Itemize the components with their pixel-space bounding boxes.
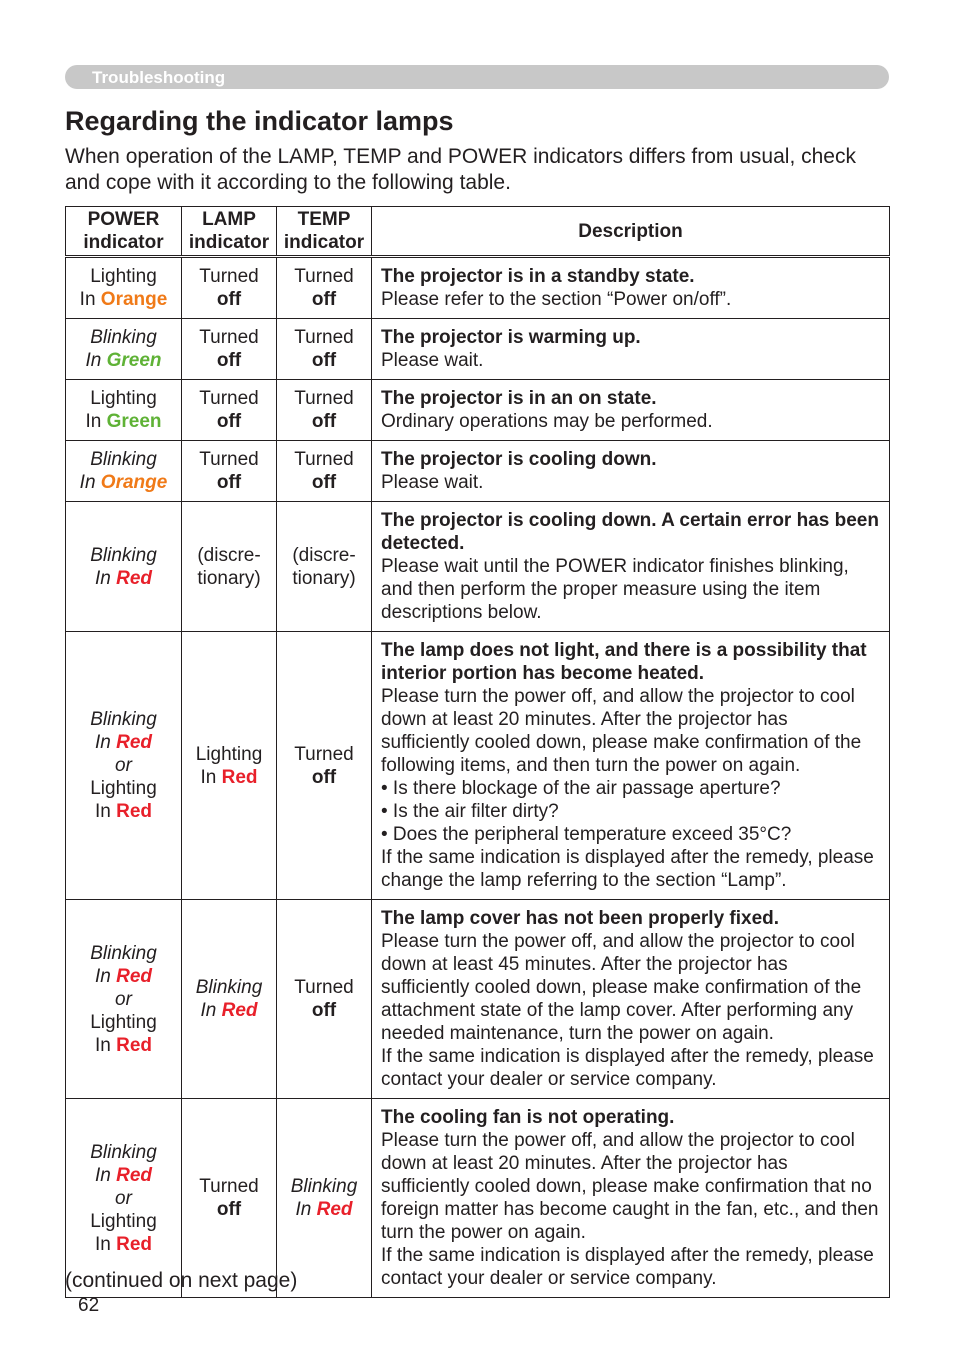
status-color-orange: Orange (100, 472, 168, 493)
status-text: Blinking (90, 942, 157, 964)
header-description: Description (372, 207, 890, 257)
status-color-red: Red (221, 1000, 258, 1021)
status-text: Blinking (290, 1176, 358, 1197)
status-color-red: Red (221, 766, 258, 788)
power-status-line (68, 349, 179, 372)
status-color-green: Green (106, 411, 162, 432)
section-header-bar (65, 65, 889, 89)
power-status-line (68, 410, 179, 433)
lamp-status-line (184, 743, 274, 766)
table-row (66, 319, 890, 380)
status-text: Turned (199, 266, 259, 287)
status-prefix: In (200, 1000, 222, 1021)
temp-indicator-cell (277, 632, 372, 900)
lamp-indicator-cell (182, 632, 277, 900)
temp-status-line (279, 471, 369, 494)
description-text: Please wait until the POWER indicator finishes blinking, and then perform the proper measure using the item descriptions below. (381, 556, 849, 623)
status-prefix: In (200, 766, 222, 788)
power-indicator-cell (66, 257, 182, 319)
temp-status-line (279, 743, 369, 766)
status-text: off (216, 1199, 242, 1220)
status-text: off (311, 1000, 337, 1021)
temp-indicator-cell (277, 319, 372, 380)
status-color-red: Red (316, 1199, 353, 1220)
description-text: • Is the air filter dirty? (381, 801, 559, 822)
description-title: The projector is cooling down. A certain error has been detected. (381, 510, 879, 554)
description-title: The projector is warming up. (381, 327, 641, 348)
power-indicator-cell (66, 319, 182, 380)
temp-status-line (279, 999, 369, 1022)
status-text: Lighting (90, 1210, 157, 1232)
status-text: off (311, 350, 337, 371)
description-title: The projector is in a standby state. (381, 266, 695, 287)
lamp-status-line (184, 471, 274, 494)
status-text: Turned (199, 388, 259, 409)
table-row (66, 441, 890, 502)
temp-status-line (279, 766, 369, 789)
power-indicator-cell (66, 632, 182, 900)
status-text: Lighting (90, 266, 157, 287)
temp-status-line (279, 567, 369, 590)
power-status-line (68, 754, 179, 777)
power-status-line (68, 288, 179, 311)
intro-paragraph: When operation of the LAMP, TEMP and POWER indicators differs from usual, check and cope with it according to the following table. (65, 145, 856, 194)
power-status-line (68, 777, 179, 800)
status-text: or (115, 1187, 132, 1209)
power-status-line (68, 965, 179, 988)
temp-status-line (279, 326, 369, 349)
description-text: Please wait. (381, 350, 484, 371)
status-prefix: In (94, 732, 117, 753)
power-status-line (68, 1187, 179, 1210)
table-body (66, 257, 890, 1298)
lamp-status-line (184, 387, 274, 410)
power-status-line (68, 1210, 179, 1233)
status-text: Turned (294, 449, 354, 470)
continued-note: (continued on next page) (65, 1269, 298, 1292)
table-row (66, 502, 890, 632)
description-cell (372, 900, 890, 1099)
power-indicator-cell (66, 900, 182, 1099)
description-title: The projector is in an on state. (381, 388, 657, 409)
temp-status-line (279, 349, 369, 372)
status-text: Blinking (195, 977, 263, 998)
power-status-line (68, 800, 179, 823)
description-text: • Is there blockage of the air passage aperture? (381, 778, 781, 799)
description-text: Please wait. (381, 472, 484, 493)
power-indicator-cell (66, 380, 182, 441)
temp-status-line (279, 1175, 369, 1198)
status-text: off (311, 472, 337, 493)
status-text: Lighting (90, 778, 157, 799)
power-indicator-cell (66, 502, 182, 632)
status-prefix: In (79, 289, 101, 310)
table-row (66, 1099, 890, 1298)
lamp-indicator-cell (182, 257, 277, 319)
power-status-line (68, 567, 179, 590)
status-color-red: Red (116, 1233, 153, 1255)
description-title: The lamp does not light, and there is a possibility that interior portion has become heated. (381, 640, 867, 684)
page-title: Regarding the indicator lamps (65, 106, 454, 136)
status-color-green: Green (106, 350, 162, 371)
description-text: • Does the peripheral temperature exceed 35°C? (381, 824, 792, 845)
lamp-status-line (184, 544, 274, 567)
lamp-status-line (184, 1175, 274, 1198)
power-status-line (68, 988, 179, 1011)
status-text: Turned (294, 743, 354, 765)
lamp-status-line (184, 265, 274, 288)
status-prefix: In (94, 965, 117, 987)
status-text: tionary) (197, 567, 261, 589)
description-title: The cooling fan is not operating. (381, 1107, 675, 1128)
lamp-status-line (184, 976, 274, 999)
indicator-table (65, 206, 890, 1298)
lamp-indicator-cell (182, 441, 277, 502)
power-status-line (68, 1011, 179, 1034)
status-text: off (216, 411, 242, 432)
lamp-indicator-cell (182, 502, 277, 632)
power-indicator-cell (66, 1099, 182, 1298)
description-cell (372, 502, 890, 632)
description-cell (372, 380, 890, 441)
status-prefix: In (94, 567, 117, 589)
status-text: (discre- (292, 544, 356, 566)
power-status-line (68, 1034, 179, 1057)
section-label: Troubleshooting (92, 68, 226, 87)
power-status-line (68, 471, 179, 494)
description-title: The projector is cooling down. (381, 449, 657, 470)
description-text: Please turn the power off, and allow the projector to cool down at least 20 minutes. After the projector has sufficiently cooled down, please make confirmation of the following items, and then turn the power on again. (381, 686, 862, 776)
power-status-line (68, 1233, 179, 1256)
status-text: Blinking (90, 544, 157, 566)
description-cell (372, 1099, 890, 1298)
table-header-row (66, 207, 890, 257)
status-prefix: In (85, 350, 107, 371)
status-text: Turned (199, 327, 259, 348)
status-text: Blinking (90, 327, 157, 348)
power-status-line (68, 731, 179, 754)
lamp-indicator-cell (182, 319, 277, 380)
page-number: 62 (78, 1295, 100, 1316)
description-text: Ordinary operations may be performed. (381, 411, 713, 432)
status-text: Blinking (90, 449, 157, 470)
status-prefix: In (79, 472, 101, 493)
temp-indicator-cell (277, 900, 372, 1099)
status-text: off (311, 411, 337, 432)
lamp-indicator-cell (182, 900, 277, 1099)
status-prefix: In (94, 1164, 117, 1186)
temp-status-line (279, 544, 369, 567)
status-color-red: Red (116, 732, 153, 753)
description-cell (372, 632, 890, 900)
status-color-red: Red (116, 965, 153, 987)
temp-indicator-cell (277, 380, 372, 441)
power-status-line (68, 544, 179, 567)
temp-status-line (279, 288, 369, 311)
table-row (66, 257, 890, 319)
power-status-line (68, 265, 179, 288)
header-temp: TEMP indicator (277, 207, 372, 257)
power-status-line (68, 448, 179, 471)
status-text: Turned (294, 977, 354, 998)
temp-indicator-cell (277, 1099, 372, 1298)
description-cell (372, 319, 890, 380)
status-text: off (216, 350, 242, 371)
lamp-status-line (184, 999, 274, 1022)
status-text: or (115, 755, 132, 776)
lamp-status-line (184, 326, 274, 349)
lamp-status-line (184, 567, 274, 590)
lamp-status-line (184, 410, 274, 433)
lamp-indicator-cell (182, 1099, 277, 1298)
status-text: Lighting (195, 743, 263, 765)
header-lamp: LAMP indicator (182, 207, 277, 257)
power-status-line (68, 326, 179, 349)
status-color-red: Red (116, 567, 153, 589)
power-status-line (68, 1141, 179, 1164)
status-color-orange: Orange (100, 289, 168, 310)
description-cell (372, 257, 890, 319)
status-text: off (216, 472, 242, 493)
status-text: Turned (294, 327, 354, 348)
status-color-red: Red (116, 801, 153, 822)
power-status-line (68, 708, 179, 731)
temp-status-line (279, 976, 369, 999)
status-text: Turned (294, 266, 354, 287)
lamp-status-line (184, 448, 274, 471)
power-indicator-cell (66, 441, 182, 502)
description-text: Please refer to the section “Power on/off”. (381, 289, 732, 310)
power-status-line (68, 942, 179, 965)
status-text: tionary) (292, 567, 356, 589)
status-text: off (311, 766, 337, 788)
lamp-status-line (184, 1198, 274, 1221)
status-text: Blinking (90, 1141, 157, 1163)
status-text: off (216, 289, 242, 310)
status-color-red: Red (116, 1034, 153, 1056)
temp-indicator-cell (277, 441, 372, 502)
status-text: Turned (294, 388, 354, 409)
lamp-status-line (184, 766, 274, 789)
temp-status-line (279, 265, 369, 288)
status-text: off (311, 289, 337, 310)
temp-status-line (279, 410, 369, 433)
power-status-line (68, 1164, 179, 1187)
lamp-status-line (184, 288, 274, 311)
description-text: Please turn the power off, and allow the projector to cool down at least 45 minutes. After the projector has sufficiently cooled down, please make confirmation of the attachment state of the lamp cover. After performing any needed maintenance, turn the power on again. (381, 931, 862, 1044)
description-text: If the same indication is displayed after the remedy, please contact your dealer or service company. (381, 1245, 874, 1289)
temp-indicator-cell (277, 502, 372, 632)
temp-status-line (279, 448, 369, 471)
table-row (66, 900, 890, 1099)
status-text: Turned (199, 449, 259, 470)
status-text: (discre- (197, 544, 261, 566)
description-title: The lamp cover has not been properly fixed. (381, 908, 780, 929)
description-text: If the same indication is displayed after the remedy, please contact your dealer or service company. (381, 1046, 874, 1090)
status-text: or (115, 988, 132, 1010)
description-text: If the same indication is displayed after the remedy, please change the lamp referring to the section “Lamp”. (381, 847, 874, 891)
status-text: Lighting (90, 388, 157, 409)
status-prefix: In (94, 1034, 117, 1056)
lamp-status-line (184, 349, 274, 372)
temp-indicator-cell (277, 257, 372, 319)
status-prefix: In (94, 1233, 117, 1255)
status-prefix: In (94, 801, 117, 822)
lamp-indicator-cell (182, 380, 277, 441)
status-text: Blinking (90, 709, 157, 730)
temp-status-line (279, 387, 369, 410)
power-status-line (68, 387, 179, 410)
status-prefix: In (295, 1199, 317, 1220)
header-power: POWER indicator (66, 207, 182, 257)
description-text: Please turn the power off, and allow the projector to cool down at least 20 minutes. After the projector has sufficiently cooled down, please make confirmation that no foreign matter has become caught in the fan, etc., and then turn the power on again. (381, 1130, 879, 1243)
status-color-red: Red (116, 1164, 153, 1186)
table-row (66, 380, 890, 441)
temp-status-line (279, 1198, 369, 1221)
status-text: Lighting (90, 1011, 157, 1033)
status-text: Turned (199, 1176, 259, 1197)
table-row (66, 632, 890, 900)
description-cell (372, 441, 890, 502)
status-prefix: In (85, 411, 107, 432)
